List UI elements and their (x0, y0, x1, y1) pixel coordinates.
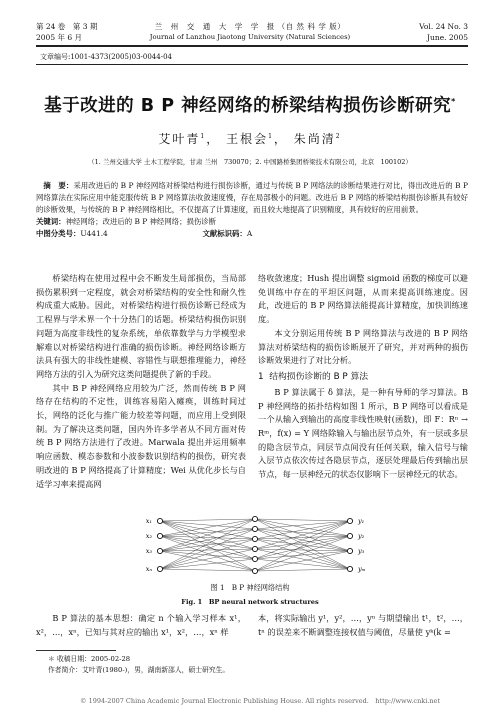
keywords-label: 关键词： (36, 217, 66, 226)
input-node (157, 518, 162, 523)
journal-volume-en: Vol. 24 No. 3 (419, 22, 468, 31)
output-node (347, 548, 352, 553)
output-node (347, 518, 352, 523)
clc-code: U441.4 (80, 229, 108, 238)
footnote-received: ＊ 收稿日期：2005-02-28 (48, 655, 131, 663)
journal-name-cn: 兰 州 交 通 大 学 学 报 （自 然 科 学 版） (154, 22, 346, 31)
hidden-node (252, 516, 257, 521)
author-list: 艾叶青$^1$， 王根会$^1$， 朱尚清$^2$ (158, 132, 342, 146)
footnote-author-bio: 作者简介：艾叶青(1980-)，男，湖南新邵人，硕士研究生。 (48, 666, 230, 674)
clc-label: 中图分类号： (36, 229, 81, 238)
paragraph: 本，将实际输出 y¹，y²，…，yⁿ 与期望输出 t¹，t²，…，tⁿ 的误差来不断调整连接权值与阈值，尽量使 yᵏ(k = (258, 613, 468, 637)
input-node (157, 566, 162, 571)
header-rule (36, 45, 468, 47)
footnote-rule (36, 650, 116, 651)
paragraph: 本文分别运用传统 B P 网络算法与改进的 B P 网络算法对桥梁结构的损伤诊断展开了研究，并对两种的损伤诊断效果进行了对比分析。 (258, 327, 468, 366)
doc-code-label: 文献标识码： (202, 229, 247, 238)
hidden-node (252, 526, 257, 531)
article-id: 文章编号:1001-4373(2005)03-0044-04 (40, 53, 172, 61)
hidden-node (252, 568, 257, 573)
keywords-line (36, 216, 468, 228)
figure-caption-en: Fig. 1 BP neural network structures (181, 598, 319, 606)
paper-title-text: 基于改进的 B P 神经网络的桥梁结构损伤诊断研究 (44, 96, 452, 116)
section-heading (258, 370, 468, 384)
input-label: x₁ (145, 517, 152, 526)
hidden-node (252, 546, 257, 551)
left-column (36, 272, 246, 491)
article-id-rule (36, 64, 468, 65)
hidden-node (252, 536, 257, 541)
abstract-text: 采用改进后的 B P 神经网络对桥梁结构进行损伤诊断，通过与传统 B P 网络法的诊断结果进行对比，得出改进后的 B P 网络算法在实际应用中能克服传统 B P 网络算法收敛速度慢，存在局部极小的问题。改进后 B P 网络的桥梁结构损伤诊断具有较好的诊断效果，与传统的 B P 神经网络相比，不仅提高了计算速度，而且较大地提高了识别精度，具有较好的应用前景。 (36, 181, 468, 214)
title-footnote-mark: * (451, 97, 456, 107)
section-number: 1 (258, 371, 264, 382)
output-node (347, 533, 352, 538)
author-name: 朱尚清 (293, 132, 336, 146)
output-label: y₁ (358, 517, 365, 526)
paragraph: B P 算法的基本思想：确定 n 个输入学习样本 x¹，x²，…，xⁿ，已知与其对应的输出 x¹，x²，…，xⁿ 样 (36, 613, 246, 637)
classification-line (36, 228, 468, 240)
affiliation: （1. 兰州交通大学 土木工程学院，甘肃 兰州 730070；2. 中国路桥集团桥梁技术有限公司，北京 100102） (88, 158, 412, 166)
author-affil-mark: 2 (335, 133, 342, 140)
input-label: x₂ (145, 532, 152, 541)
section-title: 结构损伤诊断的 B P 算法 (269, 371, 369, 382)
right-column-bottom (258, 612, 468, 639)
output-label: y₃ (358, 547, 365, 556)
left-column-bottom (36, 612, 246, 639)
author-name: 艾叶青 (158, 132, 201, 146)
doc-code: A (246, 229, 253, 238)
journal-date-en: June. 2005 (427, 33, 468, 42)
paper-title (0, 92, 500, 117)
input-node (157, 548, 162, 553)
right-column (258, 272, 468, 482)
journal-volume: 第 24 卷 第 3 期 (36, 22, 98, 31)
bp-network-figure (130, 515, 380, 575)
output-node (347, 566, 352, 571)
paragraph: 其中 B P 神经网络应用较为广泛，然而传统 B P 网络存在结构的不定性，训练容易陷入瘫痪，训练时间过长，网络的泛化与推广能力较差等问题，而应用上受到限制。为了解决这类问题，国内外许多学者从不同方面对传统 B P 网络方法进行了改进。Marwala 提出并运用频率响应函数、模态参数和小波参数识别结构的损伤，研究表明改进的 B P 网络提高了计算精度；Wei 从优化步长与自适学习率来提高网 (36, 382, 246, 489)
figure-caption-cn: 图 1 B P 神经网络结构 (210, 583, 290, 592)
hidden-node (252, 556, 257, 561)
paragraph: 络收敛速度；Hush 提出调整 sigmoid 函数的梯度可以避免训练中存在的平坦区问题，从而来提高训练速度。因此，改进后的 B P 网络算法能提高计算精度，加快训练速度。 (258, 273, 468, 325)
input-node (157, 533, 162, 538)
output-label: yₘ (358, 565, 366, 574)
abstract-label: 摘 要： (43, 181, 74, 190)
author-name: 王根会 (226, 132, 269, 146)
author-affil-mark: 1 (200, 133, 207, 140)
paragraph: B P 算法属于 δ 算法，是一种有导师的学习算法。B P 神经网络的拓扑结构如图 1 所示，B P 网络可以看成是一个从输入到输出的高度非线性映射(函数)，即 F：Rⁿ → Rᵐ，f(x) = Y 网络除输入与输出层节点外，有一层或多层的隐含层节点，同层节点间没有任何关联，输入信号与输入层节点依次传过各隐层节点，逐层处理最后传到输出层节点，每一层神经元的状态仅影响下一层神经元的状态。 (258, 386, 468, 480)
copyright-footer: © 1994-2007 China Academic Journal Electronic Publishing House. All rights reserved. http://www.cnki.net (80, 697, 440, 705)
output-label: y₂ (358, 532, 365, 541)
journal-date: 2005 年 6 月 (36, 33, 83, 42)
input-label: xₙ (145, 565, 152, 574)
keywords: 神经网络；改进后的 B P 神经网络；损伤诊断 (65, 217, 217, 226)
journal-name-en: Journal of Lanzhou Jiaotong University (Natural Sciences) (149, 33, 351, 41)
input-label: x₃ (145, 547, 152, 556)
author-affil-mark: 1 (268, 133, 274, 140)
abstract (36, 180, 468, 240)
paragraph: 桥梁结构在使用过程中会不断发生局部损伤，当局部损伤累积到一定程度，就会对桥梁结构的安全性和耐久性构成重大威胁。因此，对桥梁结构进行损伤诊断已经成为工程界与学术界一个十分热门的话题。桥梁结构损伤识别问题为高度非线性的复杂系统，单依靠数学与力学模型求解难以对桥梁结构进行准确的损伤诊断。神经网络诊断方法具有强大的非线性建模、容错性与联想推理能力，神经网络方法的引入为研究这类问题提供了新的手段。 (36, 273, 246, 379)
